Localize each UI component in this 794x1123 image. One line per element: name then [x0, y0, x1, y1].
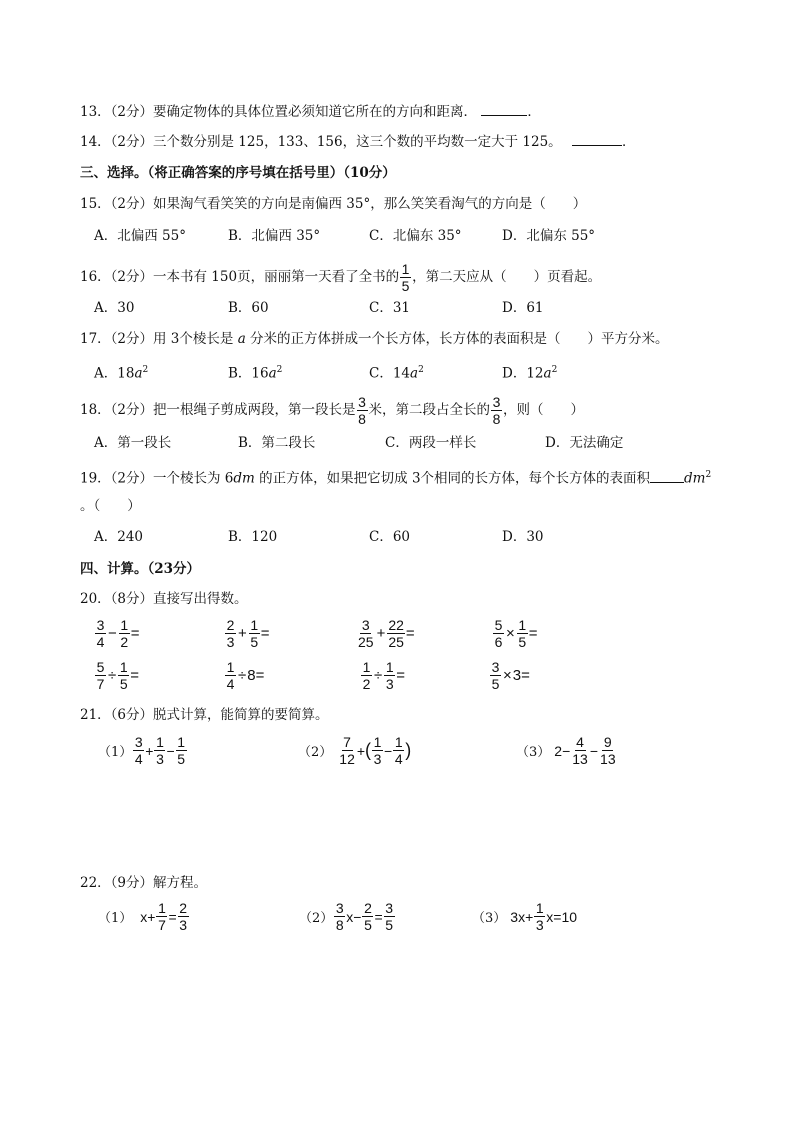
option-a[interactable]: A．240	[94, 529, 144, 545]
answer-blank[interactable]	[650, 470, 684, 483]
option-a[interactable]: A．北偏西 55°	[94, 228, 186, 244]
option-b[interactable]: B．第二段长	[238, 435, 316, 451]
option-d[interactable]: D．$12a^2$	[502, 365, 558, 382]
question-13-text: 13．（2分）要确定物体的具体位置必须知道它所在的方向和距离．	[80, 104, 478, 120]
option-c[interactable]: C．60	[369, 529, 411, 545]
equation-22-2: （2） $\frac{3}{8}$ x − $\frac{2}{5}$ = $\frac{3}{5}$	[299, 900, 394, 933]
question-19-line2: 。（ ）	[80, 498, 141, 514]
option-a[interactable]: A．30	[94, 300, 135, 316]
section-4-title: 四、计算。（23分）	[80, 561, 201, 577]
option-d[interactable]: D．61	[502, 300, 544, 316]
expr-20-2: $\frac{2}{3}$ + $\frac{1}{5}$ =	[226, 617, 270, 650]
expr-21-3: （3） 2 − $\frac{4}{13}$ − $\frac{9}{13}$	[516, 734, 616, 767]
option-b[interactable]: B．$16a^2$	[228, 365, 283, 382]
expr-20-3: $\frac{3}{25}$ + $\frac{22}{25}$ =	[358, 617, 415, 650]
option-b[interactable]: B．120	[228, 529, 278, 545]
option-b[interactable]: B．北偏西 35°	[228, 228, 321, 244]
expr-21-2: （2） $\frac{7}{12}$ + ( $\frac{1}{3}$ − $\frac{1}{4}$ )	[298, 734, 412, 767]
option-c[interactable]: C．31	[369, 300, 411, 316]
expr-20-7: $\frac{1}{2}$ ÷ $\frac{1}{3}$ =	[362, 659, 405, 692]
expr-20-5: $\frac{5}{7}$ ÷ $\frac{1}{5}$ =	[96, 659, 139, 692]
option-c[interactable]: C．$14a^2$	[369, 365, 424, 382]
question-13: 13．（2分）要确定物体的具体位置必须知道它所在的方向和距离． ．	[80, 104, 541, 120]
question-20-text: 20．（8分）直接写出得数。	[80, 591, 248, 607]
option-c[interactable]: C．两段一样长	[385, 435, 477, 451]
option-d[interactable]: D．无法确定	[545, 435, 624, 451]
option-d[interactable]: D．北偏东 55°	[502, 228, 596, 244]
expr-20-8: $\frac{3}{5}$ × 3 =	[491, 659, 530, 692]
expr-20-1: $\frac{3}{4}$ − $\frac{1}{2}$ =	[96, 617, 140, 650]
option-c[interactable]: C．北偏东 35°	[369, 228, 462, 244]
option-a[interactable]: A．第一段长	[94, 435, 172, 451]
fraction: $\frac{3}{8}$	[358, 394, 366, 427]
option-b[interactable]: B．60	[228, 300, 269, 316]
question-17: 17．（2分）用 3个棱长是 a 分米的正方体拼成一个长方体，长方体的表面积是（ ）平方分米。	[80, 331, 669, 347]
question-21-text: 21．（6分）脱式计算，能简算的要简算。	[80, 707, 329, 723]
option-a[interactable]: A．$18a^2$	[94, 365, 149, 382]
question-19: 19．（2分）一个棱长为 6dm 的正方体，如果把它切成 3个相同的长方体，每个长方体的表面积 $dm^2$	[80, 470, 712, 487]
section-3-title: 三、选择。（将正确答案的序号填在括号里）（10分）	[80, 165, 396, 181]
answer-blank[interactable]	[572, 133, 622, 146]
question-15-text: 15．（2分）如果淘气看笑笑的方向是南偏西 35°，那么笑笑看淘气的方向是（ ）	[80, 196, 587, 212]
option-d[interactable]: D．30	[502, 529, 544, 545]
question-14-text: 14．（2分）三个数分别是 125，133、156，这三个数的平均数一定大于 125。	[80, 134, 562, 150]
expr-20-4: $\frac{5}{6}$ × $\frac{1}{5}$ =	[494, 617, 538, 650]
expr-21-1: （1） $\frac{3}{4}$ + $\frac{1}{3}$ − $\frac{1}{5}$	[98, 734, 186, 767]
question-18: 18．（2分）把一根绳子剪成两段，第一段长是 $\frac{3}{8}$ 米，第二段占全长的 $\frac{3}{8}$ ，则（ ）	[80, 394, 585, 427]
equation-22-1: （1） x + $\frac{1}{7}$ = $\frac{2}{3}$	[98, 900, 188, 933]
question-22-text: 22．（9分）解方程。	[80, 875, 208, 891]
expr-20-6: $\frac{1}{4}$ ÷ 8 =	[226, 659, 265, 692]
fraction: $\frac{3}{8}$	[492, 394, 501, 427]
question-16: 16．（2分）一本书有 150页，丽丽第一天看了全书的 $\frac{1}{5}$ ，第二天应从（ ）页看起。	[80, 261, 602, 294]
fraction: $\frac{1}{5}$	[401, 261, 410, 294]
equation-22-3: （3） 3x + $\frac{1}{3}$ x = 10	[472, 900, 578, 933]
question-14: 14．（2分）三个数分别是 125，133、156，这三个数的平均数一定大于 125。 ．	[80, 134, 636, 150]
answer-blank[interactable]	[481, 103, 527, 116]
